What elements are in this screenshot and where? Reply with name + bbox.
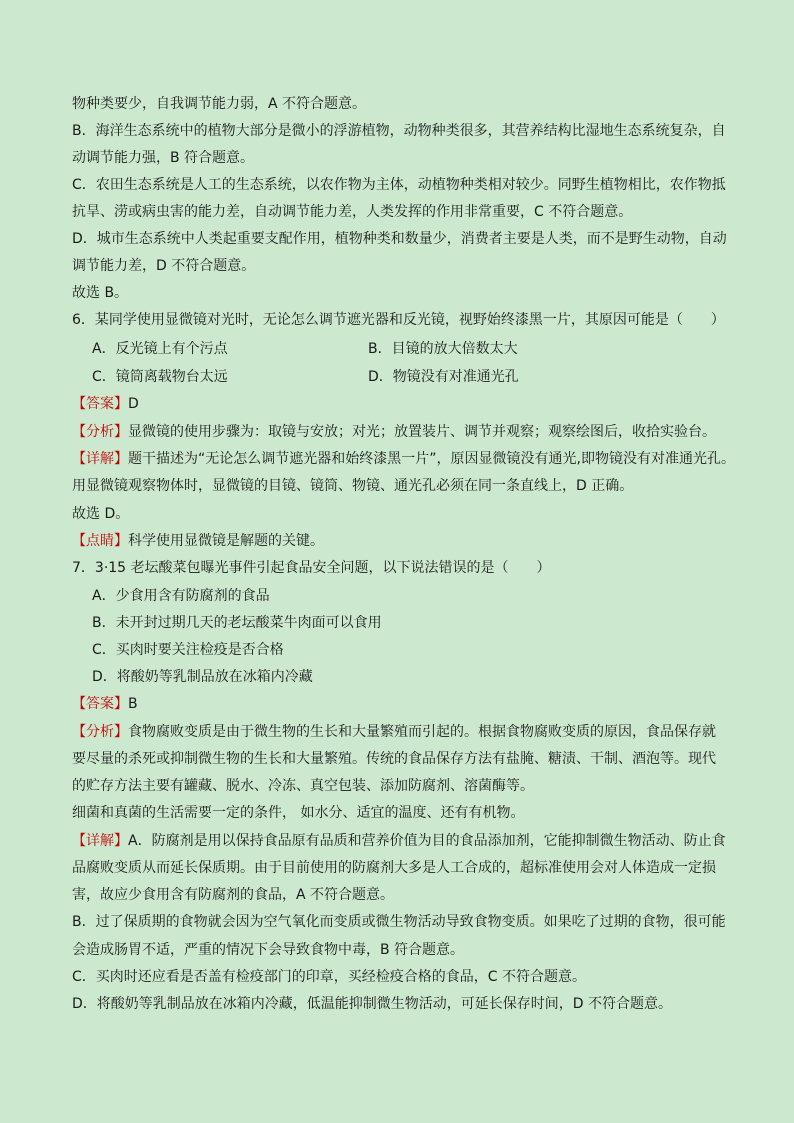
prev-line-5: 抗旱、涝或病虫害的能力差，自动调节能力差，人类发挥的作用非常重要，C 不符合题意。 <box>72 204 633 220</box>
q6-detail-line-2: 用显微镜观察物体时，显微镜的目镜、镜筒、物镜、通光孔必须在同一条直线上，D 正确。 <box>72 478 634 494</box>
q6-comment-tag: 【点睛】 <box>72 533 128 549</box>
q6-analysis-tag: 【分析】 <box>72 424 128 440</box>
q7-stem: 7．3·15 老坛酸菜包曝光事件引起食品安全问题，以下说法错误的是（ ） <box>72 560 551 576</box>
prev-line-1: 物种类要少，自我调节能力弱，A 不符合题意。 <box>72 96 367 112</box>
q6-stem: 6．某同学使用显微镜对光时，无论怎么调节遮光器和反光镜，视野始终漆黑一片，其原因可能是（ ） <box>72 312 725 328</box>
q7-option-d: D．将酸奶等乳制品放在冰箱内冷藏 <box>92 669 313 685</box>
q6-option-a: A．反光镜上有个污点 <box>92 341 228 357</box>
q7-answer-value: B <box>128 696 138 712</box>
q7-analysis-text-1: 食物腐败变质是由于微生物的生长和大量繁殖而引起的。根据食物腐败变质的原因，食品保存就 <box>128 724 716 740</box>
q6-answer <box>72 394 139 414</box>
q7-detail-line-4: B．过了保质期的食物就会因为空气氧化而变质或微生物活动导致食物变质。如果吃了过期的食物，很可能 <box>72 914 726 930</box>
q6-analysis-text: 显微镜的使用步骤为：取镜与安放；对光；放置装片、调节并观察；观察绘图后，收拾实验台。 <box>128 424 716 440</box>
q6-detail-tag: 【详解】 <box>72 451 128 467</box>
q7-detail-line-3: 害，故应少食用含有防腐剂的食品，A 不符合题意。 <box>72 887 395 903</box>
prev-conclusion: 故选 B。 <box>72 285 129 301</box>
q7-answer-tag: 【答案】 <box>72 696 128 712</box>
q6-detail <box>72 449 735 469</box>
q6-options-row-1 <box>92 339 518 359</box>
q7-analysis-tag: 【分析】 <box>72 724 128 740</box>
q6-detail-text-1: 题干描述为“无论怎么调节遮光器和始终漆黑一片”，原因显微镜没有通光,即物镜没有对准通光孔。 <box>128 451 735 467</box>
q6-option-b: B．目镜的放大倍数太大 <box>368 341 518 357</box>
q7-analysis <box>72 722 716 742</box>
q6-option-d: D．物镜没有对准通光孔 <box>368 369 519 385</box>
q7-detail-line-5: 会造成肠胃不适，严重的情况下会导致食物中毒，B 符合题意。 <box>72 942 465 958</box>
q7-detail-text-1: A．防腐剂是用以保持食品原有品质和营养价值为目的食品添加剂，它能抑制微生物活动、防止食 <box>128 833 726 849</box>
q7-option-c: C．买肉时要关注检疫是否合格 <box>92 642 284 658</box>
q7-option-b: B．未开封过期几天的老坛酸菜牛肉面可以食用 <box>92 615 382 631</box>
q6-comment <box>72 531 324 551</box>
prev-line-7: 调节能力差，D 不符合题意。 <box>72 258 256 274</box>
q7-analysis-line-3: 的贮存方法主要有罐藏、脱水、冷冻、真空包装、添加防腐剂、溶菌酶等。 <box>72 778 534 794</box>
q6-comment-text: 科学使用显微镜是解题的关键。 <box>128 533 324 549</box>
q7-analysis-line-4: 细菌和真菌的生活需要一定的条件， 如水分、适宜的温度、还有有机物。 <box>72 805 525 821</box>
prev-line-4: C．农田生态系统是人工的生态系统，以农作物为主体，动植物种类相对较少。同野生植物相比，农作物抵 <box>72 177 726 193</box>
q7-analysis-line-2: 要尽量的杀死或抑制微生物的生长和大量繁殖。传统的食品保存方法有盐腌、糖渍、干制、酒泡等。现代 <box>72 751 716 767</box>
q6-conclusion: 故选 D。 <box>72 506 130 522</box>
q7-detail-line-2: 品腐败变质从而延长保质期。由于目前使用的防腐剂大多是人工合成的，超标准使用会对人体造成一定损 <box>72 860 716 876</box>
q7-answer <box>72 694 138 714</box>
q6-answer-value: D <box>128 396 139 412</box>
prev-line-2: B．海洋生态系统中的植物大部分是微小的浮游植物，动物种类很多，其营养结构比湿地生态系统复杂，自 <box>72 123 726 139</box>
q6-option-c: C．镜筒离载物台太远 <box>92 369 228 385</box>
prev-line-6: D．城市生态系统中人类起重要支配作用，植物种类和数量少，消费者主要是人类，而不是野生动物，自动 <box>72 231 727 247</box>
q7-detail-tag: 【详解】 <box>72 833 128 849</box>
q6-options-row-2 <box>92 367 519 387</box>
q7-detail <box>72 831 726 851</box>
q6-answer-tag: 【答案】 <box>72 396 128 412</box>
q7-detail-line-7: D．将酸奶等乳制品放在冰箱内冷藏，低温能抑制微生物活动，可延长保存时间，D 不符合题意。 <box>72 996 673 1012</box>
q6-analysis <box>72 422 716 442</box>
q7-option-a: A．少食用含有防腐剂的食品 <box>92 588 270 604</box>
q7-detail-line-6: C．买肉时还应看是否盖有检疫部门的印章，买经检疫合格的食品，C 不符合题意。 <box>72 969 586 985</box>
prev-line-3: 动调节能力强，B 符合题意。 <box>72 150 255 166</box>
